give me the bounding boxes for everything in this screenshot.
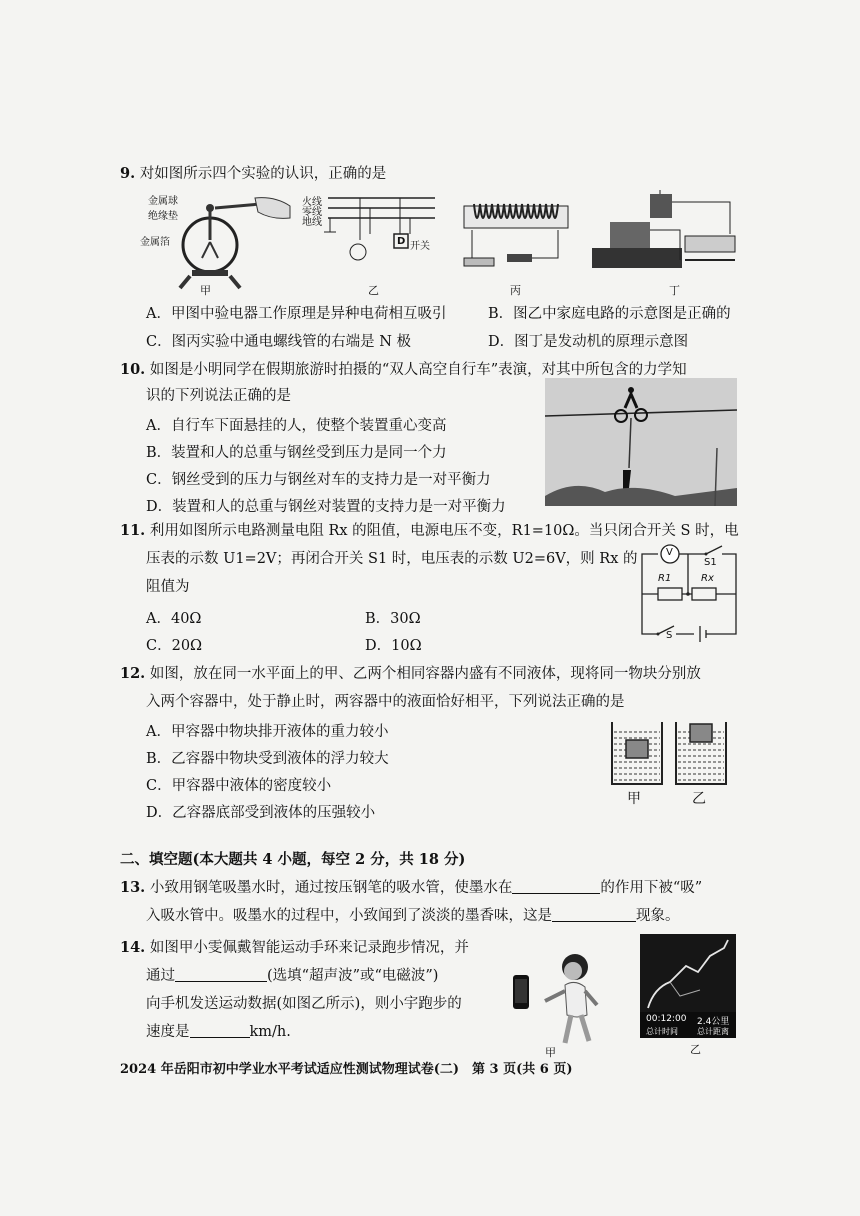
q11-option-d: D．10Ω: [365, 638, 422, 654]
question-10-stem-line2: 识的下列说法正确的是: [146, 388, 291, 404]
question-11-stem-line2: 压表的示数 U1=2V；再闭合开关 S1 时，电压表的示数 U2=6V，则 Rx 的: [146, 551, 638, 567]
fig-label-ding: 丁: [669, 284, 680, 297]
q11-option-b: B．30Ω: [365, 611, 421, 627]
q9-option-a: A．甲图中验电器工作原理是异种电荷相互吸引: [146, 306, 447, 322]
question-text: km/h.: [249, 1024, 291, 1040]
question-14-line3: 向手机发送运动数据(如图乙所示)，则小宇跑步的: [146, 996, 462, 1012]
question-number: 9.: [120, 165, 136, 182]
question-text: 小致用钢笔吸墨水时，通过按压钢笔的吸水管，使墨水在: [149, 880, 513, 896]
question-9-stem: [120, 160, 386, 188]
q12-option-a: A．甲容器中物块排开液体的重力较小: [146, 724, 389, 740]
answer-blank[interactable]: [190, 1023, 250, 1038]
question-number: 10.: [120, 361, 146, 378]
question-14-line2: [146, 962, 438, 990]
q10-option-a: A．自行车下面悬挂的人，使整个装置重心变高: [146, 418, 447, 434]
label-voltmeter: V: [666, 547, 673, 558]
label-switch-s1: S1: [704, 557, 717, 568]
label-live-wire: 火线: [302, 197, 322, 208]
q10-option-b: B．装置和人的总重与钢丝受到压力是同一个力: [146, 445, 447, 461]
section-heading-fill-in: 二、填空题(本大题共 4 小题，每空 2 分，共 18 分): [120, 851, 466, 868]
answer-blank[interactable]: [552, 907, 636, 922]
label-metal-foil: 金属箔: [140, 237, 170, 248]
question-text: 速度是: [146, 1024, 190, 1040]
question-text: 如图甲小雯佩戴智能运动手环来记录跑步情况，并: [149, 940, 469, 956]
question-text: 入吸水管中。吸墨水的过程中，小致闻到了淡淡的墨香味，这是: [146, 908, 552, 924]
label-switch-s: S: [666, 630, 673, 641]
label-insulator: 绝缘垫: [148, 211, 178, 222]
question-number: 14.: [120, 939, 146, 956]
question-text: 如图，放在同一水平面上的甲、乙两个相同容器内盛有不同液体，现将同一物块分别放: [149, 666, 701, 682]
question-number: 13.: [120, 879, 146, 896]
q9-option-c: C．图丙实验中通电螺线管的右端是 N 极: [146, 334, 411, 350]
fig-label-jia-runner: 甲: [545, 1046, 556, 1059]
question-text: 如图是小明同学在假期旅游时拍摄的“双人高空自行车”表演，对其中所包含的力学知: [149, 362, 687, 378]
label-neutral-wire: 零线: [302, 207, 322, 218]
q9-option-d: D．图丁是发动机的原理示意图: [488, 334, 689, 350]
q10-option-d: D．装置和人的总重与钢丝对装置的支持力是一对平衡力: [146, 499, 506, 515]
page-footer: 2024 年岳阳市初中学业水平考试适应性测试物理试卷(二) 第 3 页(共 6 页): [120, 1062, 573, 1077]
question-11-stem: [120, 517, 739, 545]
label-switch: 开关: [410, 241, 430, 252]
question-text: 的作用下被“吸”: [600, 880, 703, 896]
question-text: 现象。: [636, 908, 680, 924]
question-number: 11.: [120, 522, 146, 539]
q12-option-d: D．乙容器底部受到液体的压强较小: [146, 805, 376, 821]
question-12-stem: [120, 660, 701, 688]
q11-circuit-diagram: [636, 542, 746, 642]
label-switch-letter: D: [397, 236, 406, 247]
question-number: 12.: [120, 665, 146, 682]
fig-label-yi-app: 乙: [690, 1043, 701, 1056]
fig-label-yi-container: 乙: [692, 791, 706, 807]
question-11-stem-line3: 阻值为: [146, 579, 190, 595]
q11-option-c: C．20Ω: [146, 638, 203, 654]
fig-label-yi: 乙: [368, 284, 379, 297]
question-14-line4: [146, 1018, 291, 1046]
q12-option-c: C．甲容器中液体的密度较小: [146, 778, 332, 794]
question-13-line1: [120, 874, 702, 902]
q9-option-b: B．图乙中家庭电路的示意图是正确的: [488, 306, 731, 322]
question-text: (选填“超声波”或“电磁波”): [267, 968, 439, 984]
question-13-line2: [146, 902, 680, 930]
question-14-line1: [120, 934, 469, 962]
label-ground-wire: 地线: [302, 217, 322, 228]
answer-blank[interactable]: [175, 967, 267, 982]
q11-option-a: A．40Ω: [146, 611, 202, 627]
app-total-time-label: 总计时间: [646, 1027, 678, 1036]
question-text: 对如图所示四个实验的认识，正确的是: [139, 166, 387, 182]
fig-label-jia-container: 甲: [627, 791, 641, 807]
q10-photo-tightrope-bicycle: [545, 378, 737, 506]
answer-blank[interactable]: [512, 879, 600, 894]
label-r1: R1: [658, 573, 672, 584]
question-text: 通过: [146, 968, 175, 984]
app-total-distance-value: 2.4公里: [697, 1017, 730, 1027]
label-rx: Rx: [701, 573, 714, 584]
q12-option-b: B．乙容器中物块受到液体的浮力较大: [146, 751, 389, 767]
app-total-time-value: 00:12:00: [646, 1014, 687, 1024]
fig-label-bing: 丙: [510, 284, 521, 297]
fig-label-jia: 甲: [200, 284, 211, 297]
q9-figure-ding-motor: [590, 190, 740, 275]
q12-containers-figure: [606, 718, 736, 788]
question-text: 利用如图所示电路测量电阻 Rx 的阻值，电源电压不变，R1=10Ω。当只闭合开关 S 时，电: [149, 523, 739, 539]
app-total-distance-label: 总计距离: [697, 1027, 729, 1036]
question-12-stem-line2: 入两个容器中，处于静止时，两容器中的液面恰好相平，下列说法正确的是: [146, 694, 625, 710]
q14-figure-jia-runner: [505, 945, 625, 1045]
label-metal-ball: 金属球: [148, 196, 178, 207]
q9-figure-bing-solenoid: [462, 196, 572, 274]
q10-option-c: C．钢丝受到的压力与钢丝对车的支持力是一对平衡力: [146, 472, 491, 488]
